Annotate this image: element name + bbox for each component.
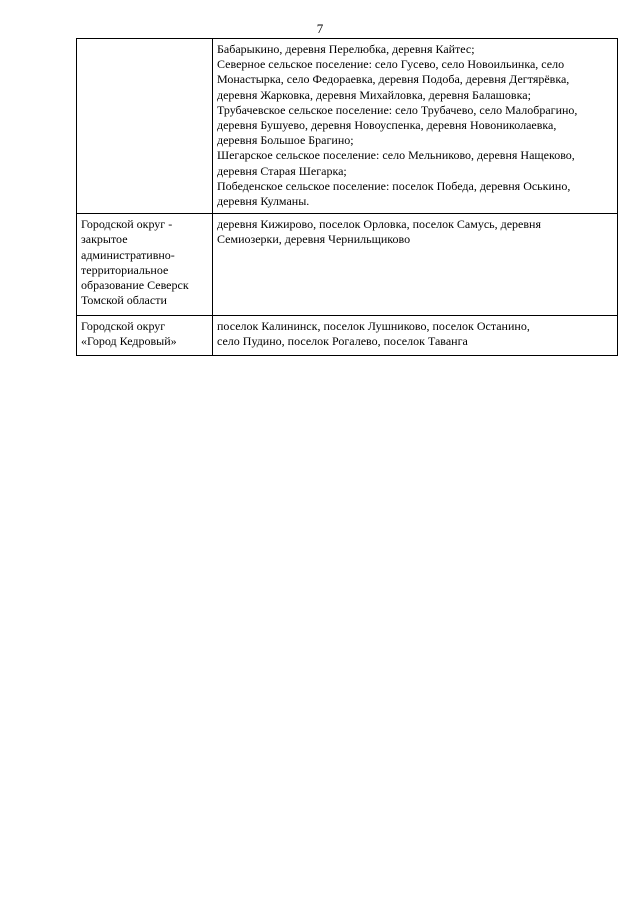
district-line: закрытое: [81, 232, 128, 247]
settlements-line: поселок Калининск, поселок Лушниково, поселок Останино,: [217, 319, 530, 334]
table-row: [77, 39, 618, 214]
settlements-line: Монастырка, село Федораевка, деревня Подоба, деревня Дегтярёвка,: [217, 72, 570, 87]
district-line: административно-: [81, 247, 175, 262]
settlements-line: деревня Старая Шегарка;: [217, 163, 347, 178]
settlements-cell: [213, 214, 618, 316]
district-line: Томской области: [81, 293, 167, 308]
settlements-line: Победенское сельское поселение: поселок Победа, деревня Оськино,: [217, 178, 571, 193]
district-line: Городской округ -: [81, 217, 173, 232]
settlements-line: село Пудино, поселок Рогалево, поселок Таванга: [217, 334, 468, 349]
page-number: 7: [316, 21, 324, 36]
district-cell: [77, 214, 213, 316]
district-line: Городской округ: [81, 319, 166, 334]
settlements-line: Семиозерки, деревня Чернильщиково: [217, 232, 411, 247]
district-line: образование Северск: [81, 278, 189, 293]
settlements-table: [76, 38, 618, 356]
settlements-line: Трубачевское сельское поселение: село Трубачево, село Малобрагино,: [217, 102, 578, 117]
settlements-cell: [213, 316, 618, 356]
settlements-line: Северное сельское поселение: село Гусево, село Новоильинка, село: [217, 57, 565, 72]
settlements-line: деревня Жарковка, деревня Михайловка, деревня Балашовка;: [217, 87, 531, 102]
settlements-line: деревня Бушуево, деревня Новоуспенка, деревня Новониколаевка,: [217, 118, 557, 133]
district-line: территориальное: [81, 262, 169, 277]
table-row: [77, 214, 618, 316]
district-cell: [77, 316, 213, 356]
district-line: «Город Кедровый»: [81, 334, 177, 349]
settlements-line: деревня Кижирово, поселок Орловка, поселок Самусь, деревня: [217, 217, 541, 232]
settlements-cell: [213, 39, 618, 214]
district-cell: [77, 39, 213, 214]
settlements-line: Шегарское сельское поселение: село Мельниково, деревня Нащеково,: [217, 148, 575, 163]
settlements-line: деревня Большое Брагино;: [217, 133, 354, 148]
settlements-line: Бабарыкино, деревня Перелюбка, деревня Кайтес;: [217, 42, 475, 56]
table-row: [77, 316, 618, 356]
settlements-line: деревня Кулманы.: [217, 194, 310, 209]
